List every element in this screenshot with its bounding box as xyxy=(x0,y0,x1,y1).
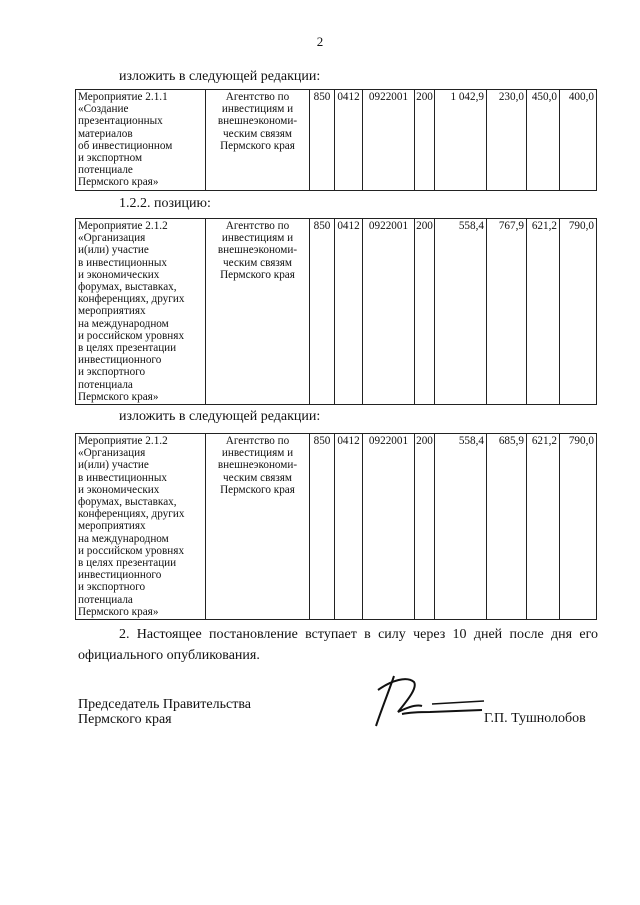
value-4: 790,0 xyxy=(560,434,597,620)
value-1: 558,4 xyxy=(435,434,487,620)
signatory-title xyxy=(78,697,251,727)
agency: Агентство по инвестициям и внешнеэкономи-ческим связям Пермского края xyxy=(206,90,310,191)
signatory-title-line1: Председатель Правительства xyxy=(78,697,251,712)
value-1: 1 042,9 xyxy=(435,90,487,191)
code-3: 0922001 xyxy=(363,434,415,620)
value-2: 685,9 xyxy=(487,434,527,620)
value-4: 790,0 xyxy=(560,219,597,405)
code-3: 0922001 xyxy=(363,90,415,191)
value-1: 558,4 xyxy=(435,219,487,405)
code-1: 850 xyxy=(310,434,335,620)
code-1: 850 xyxy=(310,90,335,191)
table-row-1 xyxy=(75,89,597,191)
code-2: 0412 xyxy=(335,90,363,191)
code-4: 200 xyxy=(415,90,435,191)
value-2: 767,9 xyxy=(487,219,527,405)
value-4: 400,0 xyxy=(560,90,597,191)
lead-text-2: 1.2.2. позицию: xyxy=(119,196,211,211)
lead-text-3: изложить в следующей редакции: xyxy=(119,409,321,424)
paragraph-2: 2. Настоящее постановление вступает в силу через 10 дней после дня его официального опубликования. xyxy=(78,627,598,663)
handwritten-signature xyxy=(372,668,487,733)
value-2: 230,0 xyxy=(487,90,527,191)
page-number: 2 xyxy=(316,34,324,49)
signatory-name: Г.П. Тушнолобов xyxy=(484,711,586,726)
code-2: 0412 xyxy=(335,219,363,405)
code-4: 200 xyxy=(415,219,435,405)
value-3: 450,0 xyxy=(527,90,560,191)
code-1: 850 xyxy=(310,219,335,405)
event-name: Мероприятие 2.1.2 «Организация и(или) участие в инвестиционных и экономических форумах, выставках, конференциях, других мероприятиях на международном и российском уровнях в целях презентации инвестиционного и экспортного потенциала Пермского края» xyxy=(76,219,206,405)
event-name: Мероприятие 2.1.1 «Создание презентационных материалов об инвестиционном и экспортном потенциале Пермского края» xyxy=(76,90,206,191)
value-3: 621,2 xyxy=(527,434,560,620)
lead-text-1: изложить в следующей редакции: xyxy=(119,69,321,84)
agency: Агентство по инвестициям и внешнеэкономи-ческим связям Пермского края xyxy=(206,219,310,405)
code-4: 200 xyxy=(415,434,435,620)
signatory-title-line2: Пермского края xyxy=(78,712,172,727)
event-name: Мероприятие 2.1.2 «Организация и(или) участие в инвестиционных и экономических форумах, выставках, конференциях, других мероприятиях на международном и российском уровнях в целях презентации инвестиционного и экспортного потенциала Пермского края» xyxy=(76,434,206,620)
agency: Агентство по инвестициям и внешнеэкономи-ческим связям Пермского края xyxy=(206,434,310,620)
code-2: 0412 xyxy=(335,434,363,620)
table-row-3 xyxy=(75,433,597,620)
value-3: 621,2 xyxy=(527,219,560,405)
table-row-2 xyxy=(75,218,597,405)
code-3: 0922001 xyxy=(363,219,415,405)
